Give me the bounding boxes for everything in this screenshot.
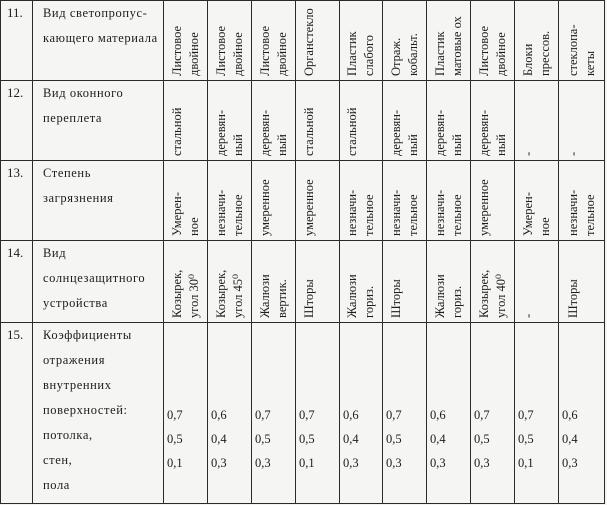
table-cell xyxy=(427,241,471,323)
table-row xyxy=(1,161,605,241)
table-cell xyxy=(471,161,515,241)
table-cell xyxy=(208,81,252,161)
cell-text: деревян- ный xyxy=(432,109,464,156)
cell-text-wrap xyxy=(296,244,339,318)
table-cell xyxy=(383,1,427,81)
coefficient-value: 0,3 xyxy=(255,456,271,470)
cell-text: деревян- ный xyxy=(257,109,289,156)
cell-text-wrap xyxy=(164,84,207,156)
cell-text: стеклопа- кеты xyxy=(565,24,597,76)
cell-text: деревян- ный xyxy=(476,109,508,156)
table-cell xyxy=(340,241,383,323)
cell-text: Козырек, угол 30⁰ xyxy=(169,269,201,318)
table-cell xyxy=(296,1,340,81)
table-cell xyxy=(164,81,208,161)
table-cell xyxy=(383,241,427,323)
cell-text: Шторы xyxy=(301,279,316,318)
table-row xyxy=(1,81,605,161)
cell-text-wrap xyxy=(340,84,382,156)
coefficient-value: 0,5 xyxy=(518,432,534,446)
cell-text-wrap xyxy=(208,84,251,156)
cell-text-wrap xyxy=(296,164,339,236)
cell-text-wrap xyxy=(296,4,339,76)
table-cell xyxy=(383,81,427,161)
cell-text: Шторы xyxy=(565,279,580,318)
coefficient-value: 0,1 xyxy=(167,456,183,470)
coefficient-cell xyxy=(471,323,515,504)
coefficient-value: 0,3 xyxy=(343,456,359,470)
cell-text-wrap xyxy=(427,4,470,76)
row-number: 15. xyxy=(1,323,33,504)
row-label xyxy=(33,161,164,241)
cell-text: стальной xyxy=(301,107,316,156)
cell-text: Блоки прессов. xyxy=(520,30,552,76)
coefficient-value: 0,4 xyxy=(562,432,578,446)
cell-text-wrap xyxy=(515,84,558,156)
row-number: 11. xyxy=(1,1,33,81)
cell-text: Листовое двойное xyxy=(476,25,508,76)
cell-text: деревян- ный xyxy=(213,109,245,156)
cell-text-wrap xyxy=(427,244,470,318)
coefficient-value: 0,5 xyxy=(474,432,490,446)
cell-text-wrap xyxy=(252,4,295,76)
row-label xyxy=(33,323,164,504)
table-cell xyxy=(208,1,252,81)
table-row xyxy=(1,241,605,323)
cell-text: Листовое двойное xyxy=(213,25,245,76)
cell-text-wrap xyxy=(515,244,558,318)
cell-text-wrap xyxy=(471,164,514,236)
cell-text: Листовое двойное xyxy=(169,25,201,76)
row-sublabel: стен, xyxy=(43,453,73,467)
table-row xyxy=(1,1,605,81)
cell-text: Органстекло xyxy=(301,8,316,76)
cell-text-wrap xyxy=(296,84,339,156)
coefficient-value: 0,3 xyxy=(474,456,490,470)
coefficient-value: 0,3 xyxy=(430,456,446,470)
coefficient-value: 0,7 xyxy=(299,408,315,422)
table-cell xyxy=(427,81,471,161)
table-cell xyxy=(471,81,515,161)
coefficient-value: 0,5 xyxy=(386,432,402,446)
row-number: 14. xyxy=(1,241,33,323)
table-cell xyxy=(515,241,559,323)
table-cell xyxy=(208,161,252,241)
cell-text: стальной xyxy=(169,107,184,156)
table-cell xyxy=(252,241,296,323)
coefficient-value: 0,4 xyxy=(211,432,227,446)
table-cell xyxy=(515,1,559,81)
coefficient-cell xyxy=(515,323,559,504)
cell-text-wrap xyxy=(383,244,426,318)
table-cell xyxy=(340,161,383,241)
row-label-text: Вид светопропус-кающего материала xyxy=(43,6,158,45)
table-cell xyxy=(515,161,559,241)
row-sublabel: потолка, xyxy=(43,428,93,442)
cell-text-wrap xyxy=(471,84,514,156)
coefficient-value: 0,6 xyxy=(562,408,578,422)
cell-text: Жалюзи вертик. xyxy=(257,274,289,318)
row-label-text: Коэффициенты отражения внутренних поверхностей: xyxy=(43,328,132,417)
table-cell xyxy=(164,241,208,323)
coefficient-value: 0,4 xyxy=(430,432,446,446)
table-cell xyxy=(383,161,427,241)
cell-text: Отраж. кобальт. xyxy=(388,33,420,76)
coefficient-value: 0,7 xyxy=(518,408,534,422)
coefficient-value: 0,4 xyxy=(343,432,359,446)
table-cell xyxy=(252,161,296,241)
cell-text-wrap xyxy=(340,4,382,76)
table-cell xyxy=(471,1,515,81)
cell-text: незначи- тельное xyxy=(565,189,597,236)
table-cell xyxy=(515,81,559,161)
cell-text-wrap xyxy=(164,244,207,318)
coefficient-value: 0,3 xyxy=(211,456,227,470)
cell-text: незначи- тельное xyxy=(432,189,464,236)
cell-text-wrap xyxy=(208,4,251,76)
table-cell xyxy=(559,81,605,161)
coefficient-cell xyxy=(208,323,252,504)
coefficient-value: 0,6 xyxy=(430,408,446,422)
table-cell xyxy=(559,161,605,241)
table-cell xyxy=(559,1,605,81)
cell-text-wrap xyxy=(559,244,604,318)
table-cell xyxy=(252,81,296,161)
table-cell xyxy=(340,81,383,161)
coefficient-cell xyxy=(164,323,208,504)
cell-text: - xyxy=(565,151,580,156)
cell-text-wrap xyxy=(559,4,604,76)
cell-text: Умерен- ное xyxy=(520,192,552,236)
table-cell xyxy=(164,161,208,241)
cell-text: Листовое двойное xyxy=(257,25,289,76)
coefficient-value: 0,3 xyxy=(562,456,578,470)
coefficient-value: 0,7 xyxy=(474,408,490,422)
coefficient-value: 0,7 xyxy=(386,408,402,422)
cell-text-wrap xyxy=(515,4,558,76)
coefficient-value: 0,6 xyxy=(211,408,227,422)
table-cell xyxy=(559,241,605,323)
table-cell xyxy=(208,241,252,323)
row-number: 13. xyxy=(1,161,33,241)
cell-text-wrap xyxy=(383,164,426,236)
cell-text-wrap xyxy=(164,164,207,236)
table-cell xyxy=(427,161,471,241)
cell-text-wrap xyxy=(515,164,558,236)
cell-text-wrap xyxy=(559,84,604,156)
cell-text-wrap xyxy=(252,164,295,236)
cell-text: Жалюзи гориз. xyxy=(432,274,464,318)
row-label xyxy=(33,1,164,81)
cell-text-wrap xyxy=(383,84,426,156)
table-cell xyxy=(296,241,340,323)
coefficient-cell xyxy=(296,323,340,504)
table-cell xyxy=(340,1,383,81)
table-cell xyxy=(471,241,515,323)
coefficient-value: 0,6 xyxy=(343,408,359,422)
cell-text: Жалюзи гориз. xyxy=(345,274,376,318)
coefficient-cell xyxy=(340,323,383,504)
coefficient-value: 0,5 xyxy=(255,432,271,446)
cell-text: умеренное xyxy=(476,179,491,236)
row-label xyxy=(33,241,164,323)
table-cell xyxy=(164,1,208,81)
row-label-text: Вид солнцезащитного устройства xyxy=(43,246,146,310)
cell-text-wrap xyxy=(383,4,426,76)
cell-text: умеренное xyxy=(257,179,272,236)
coefficient-cell xyxy=(383,323,427,504)
table-row xyxy=(1,323,605,504)
cell-text: незначи- тельное xyxy=(388,189,420,236)
cell-text: умеренное xyxy=(301,179,316,236)
coefficient-value: 0,7 xyxy=(255,408,271,422)
coefficient-value: 0,1 xyxy=(299,456,315,470)
cell-text-wrap xyxy=(208,244,251,318)
cell-text-wrap xyxy=(340,164,382,236)
coefficient-value: 0,7 xyxy=(167,408,183,422)
cell-text: деревян- ный xyxy=(388,109,420,156)
cell-text: Козырек, угол 45⁰ xyxy=(213,269,245,318)
cell-text-wrap xyxy=(252,84,295,156)
cell-text-wrap xyxy=(427,84,470,156)
coefficient-cell xyxy=(252,323,296,504)
table-cell xyxy=(296,81,340,161)
cell-text-wrap xyxy=(164,4,207,76)
row-label-text: Степень загрязнения xyxy=(43,166,114,205)
row-sublabel: пола xyxy=(43,478,70,492)
coefficient-cell xyxy=(427,323,471,504)
coefficient-value: 0,1 xyxy=(518,456,534,470)
cell-text: незначи- тельное xyxy=(213,189,245,236)
row-label xyxy=(33,81,164,161)
cell-text: незначи- тельное xyxy=(345,189,376,236)
table-cell xyxy=(252,1,296,81)
cell-text-wrap xyxy=(471,4,514,76)
cell-text: стальной xyxy=(345,107,359,156)
coefficient-cell xyxy=(559,323,605,504)
table-cell xyxy=(296,161,340,241)
cell-text-wrap xyxy=(340,244,382,318)
coefficient-value: 0,5 xyxy=(299,432,315,446)
table-cell xyxy=(427,1,471,81)
cell-text-wrap xyxy=(208,164,251,236)
coefficient-value: 0,5 xyxy=(167,432,183,446)
cell-text-wrap xyxy=(427,164,470,236)
cell-text: Козырек, угол 40⁰ xyxy=(476,269,508,318)
row-label-text: Вид оконного переплета xyxy=(43,86,124,125)
cell-text: Пластик матовые ох xyxy=(432,16,464,76)
coefficient-value: 0,3 xyxy=(386,456,402,470)
row-number: 12. xyxy=(1,81,33,161)
cell-text: - xyxy=(520,313,535,318)
cell-text: Пластик слабого xyxy=(345,31,376,76)
cell-text: - xyxy=(520,151,535,156)
cell-text: Умерен- ное xyxy=(169,192,201,236)
cell-text-wrap xyxy=(252,244,295,318)
cell-text-wrap xyxy=(559,164,604,236)
cell-text: Шторы xyxy=(388,279,403,318)
cell-text-wrap xyxy=(471,244,514,318)
